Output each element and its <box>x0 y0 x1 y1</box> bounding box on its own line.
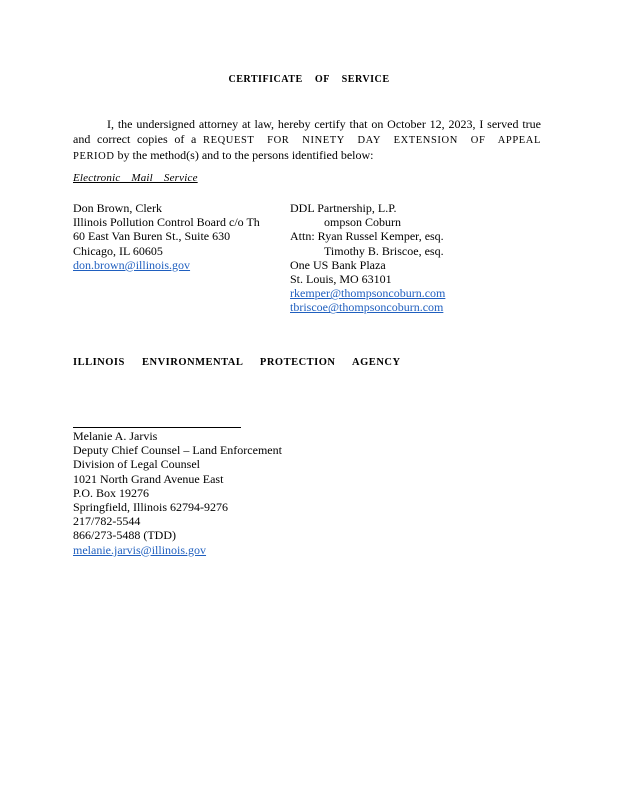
company-name: DDL Partnership, L.P. <box>290 201 397 215</box>
briscoe-email-link[interactable]: tbriscoe@thompsoncoburn.com <box>290 300 444 315</box>
left-recipient-block <box>73 201 260 272</box>
agency-name: ILLINOIS ENVIRONMENTAL PROTECTION AGENCY <box>73 357 401 368</box>
recipient-email-link[interactable]: don.brown@illinois.gov <box>73 257 191 272</box>
document-title: CERTIFICATE OF SERVICE <box>228 73 390 85</box>
recipient-line: Illinois Pollution Control Board c/o Th <box>73 215 260 230</box>
signatory-email-link[interactable]: melanie.jarvis@illinois.gov <box>73 542 207 557</box>
paragraph-start: I, the undersigned attorney at law, hereby certify that on October 12, 2023, I served true and correct copies of a <box>73 117 541 146</box>
signature-line <box>73 427 241 428</box>
address-line: One US Bank Plaza <box>290 257 386 272</box>
right-recipient-block <box>290 201 445 315</box>
company-name-continued: ompson Coburn <box>324 215 402 230</box>
signatory-block <box>73 429 282 557</box>
signatory-line: 217/782-5544 <box>73 514 141 529</box>
signatory-line: Melanie A. Jarvis <box>73 429 158 443</box>
attention-line: Attn: Ryan Russel Kemper, esq. <box>290 229 444 244</box>
address-line: St. Louis, MO 63101 <box>290 272 392 287</box>
paragraph-end: by the method(s) and to the persons identified below: <box>114 148 374 162</box>
signatory-line: Deputy Chief Counsel – Land Enforcement <box>73 443 282 458</box>
motion-title: REQUEST FOR NINETY DAY EXTENSION OF APPEAL PERIOD <box>73 134 542 162</box>
signatory-line: Springfield, Illinois 62794-9276 <box>73 500 228 515</box>
recipient-line: Chicago, IL 60605 <box>73 243 163 258</box>
signatory-line: 1021 North Grand Avenue East <box>73 471 224 486</box>
signatory-line: Division of Legal Counsel <box>73 457 200 472</box>
recipient-line: Don Brown, Clerk <box>73 201 162 215</box>
certification-paragraph <box>73 117 541 165</box>
kemper-email-link[interactable]: rkemper@thompsoncoburn.com <box>290 286 446 301</box>
attention-line-continued: Timothy B. Briscoe, esq. <box>324 243 444 258</box>
service-method: Electronic Mail Service <box>73 172 198 184</box>
signatory-line: 866/273-5488 (TDD) <box>73 528 176 543</box>
signatory-line: P.O. Box 19276 <box>73 485 150 500</box>
recipient-line: 60 East Van Buren St., Suite 630 <box>73 229 231 244</box>
